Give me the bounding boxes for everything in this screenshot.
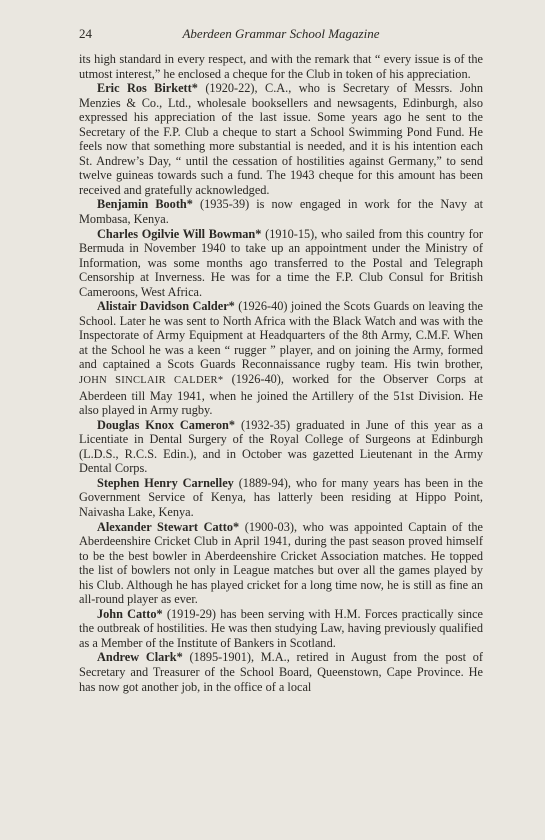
entry-text: (1889-94), who for many years has been in the Government Service of Kenya, has latterly been residing at Hippo Point, Naivasha Lake, Kenya.: [79, 475, 483, 519]
entry-clark: [79, 650, 483, 694]
entry-text: (1920-22), C.A., who is Secretary of Messrs. John Menzies & Co., Ltd., wholesale booksellers and newsagents, Edinburgh, also expressed his appreciation of the last issue. Some years ago he sent to the Secretary of the F.P. Club a cheque to start a School Swimming Pond Fund. He feels now that something more substantial is needed, and it is his intention each St. Andrew’s Day, “ until the cessation of hostilities against Germany,” to send twelve guineas towards such a fund. The 1943 cheque for this amount has been received and gratefully acknowledged.: [79, 81, 483, 197]
entry-text: (1926-40) joined the Scots Guards on leaving the School. Later he was sent to North Africa with the Black Watch and was with the Inspectorate of Army Equipment at Headquarters of the 8th Army, C.M.F. When at the School he was a keen “ rugger ” player, and on joining the Army, formed and captained a Scots Guards Reconnaissance rugby team. His twin brother,: [79, 299, 483, 372]
entry-text: (1910-15), who sailed from this country for Bermuda in November 1940 to take up an appointment under the Ministry of Information, was some months ago transferred to the Postal and Telegraph Censorship at Inverness. He was for a time the F.P. Club Consul for British Cameroons, West Africa.: [79, 226, 483, 299]
entry-carnelley: [79, 476, 483, 520]
page-header: [79, 26, 483, 44]
person-name: Andrew Clark*: [97, 650, 183, 665]
entry-booth: [79, 197, 483, 226]
entry-text: (1935-39) is now engaged in work for the Navy at Mombasa, Kenya.: [79, 197, 483, 227]
person-name: Alistair Davidson Calder*: [97, 299, 235, 314]
person-name: Douglas Knox Cameron*: [97, 417, 236, 432]
entry-catto-alexander: [79, 520, 483, 607]
person-name: Alexander Stewart Catto*: [97, 519, 240, 534]
person-name-smallcaps: JOHN SINCLAIR CALDER*: [79, 375, 224, 387]
paragraph-continuation: [79, 52, 483, 81]
person-name: Eric Ros Birkett*: [97, 81, 198, 96]
page-number: 24: [79, 26, 92, 41]
entry-catto-john: [79, 607, 483, 651]
entry-birkett: [79, 81, 483, 197]
entry-text-continued: (1926-40), worked for the Observer Corps at Aberdeen till May 1941, when he joined the Artillery of the 51st Division. He also played in Army rugby.: [79, 372, 483, 418]
entry-text: (1900-03), who was appointed Captain of the Aberdeenshire Cricket Club in April 1941, during the past season proved himself to be the best bowler in Aberdeenshire Cricket Association matches. He topped the list of bowlers not only in League matches but over all the games played by his Club. Although he has played cricket for a long time now, he is still as fine an all-round player as ever.: [79, 519, 484, 607]
article-body: [79, 52, 483, 694]
running-title: Aberdeen Grammar School Magazine: [182, 26, 380, 41]
entry-text: (1895-1901), M.A., retired in August from the post of Secretary and Treasurer of the School Board, Queenstown, Cape Province. He has now got another job, in the office of a local: [79, 650, 483, 694]
person-name: John Catto*: [97, 606, 163, 621]
entry-calder: [79, 299, 483, 417]
paragraph-text: its high standard in every respect, and with the remark that “ every issue is of the utmost interest,” he enclosed a cheque for the Club in token of his appreciation.: [79, 52, 483, 81]
person-name: Benjamin Booth*: [97, 197, 193, 212]
entry-text: (1919-29) has been serving with H.M. Forces practically since the outbreak of hostilities. He was then studying Law, having previously qualified as a Member of the Institute of Bankers in Scotland.: [79, 606, 483, 650]
entry-text: (1932-35) graduated in June of this year as a Licentiate in Dental Surgery of the Royal College of Surgeons at Edinburgh (L.D.S., R.C.S. Edin.), and in October was gazetted Lieutenant in the Army Dental Corps.: [79, 417, 483, 476]
entry-cameron: [79, 418, 483, 476]
person-name: Charles Ogilvie Will Bowman*: [97, 226, 262, 241]
person-name: Stephen Henry Carnelley: [97, 475, 234, 490]
entry-bowman: [79, 227, 483, 300]
